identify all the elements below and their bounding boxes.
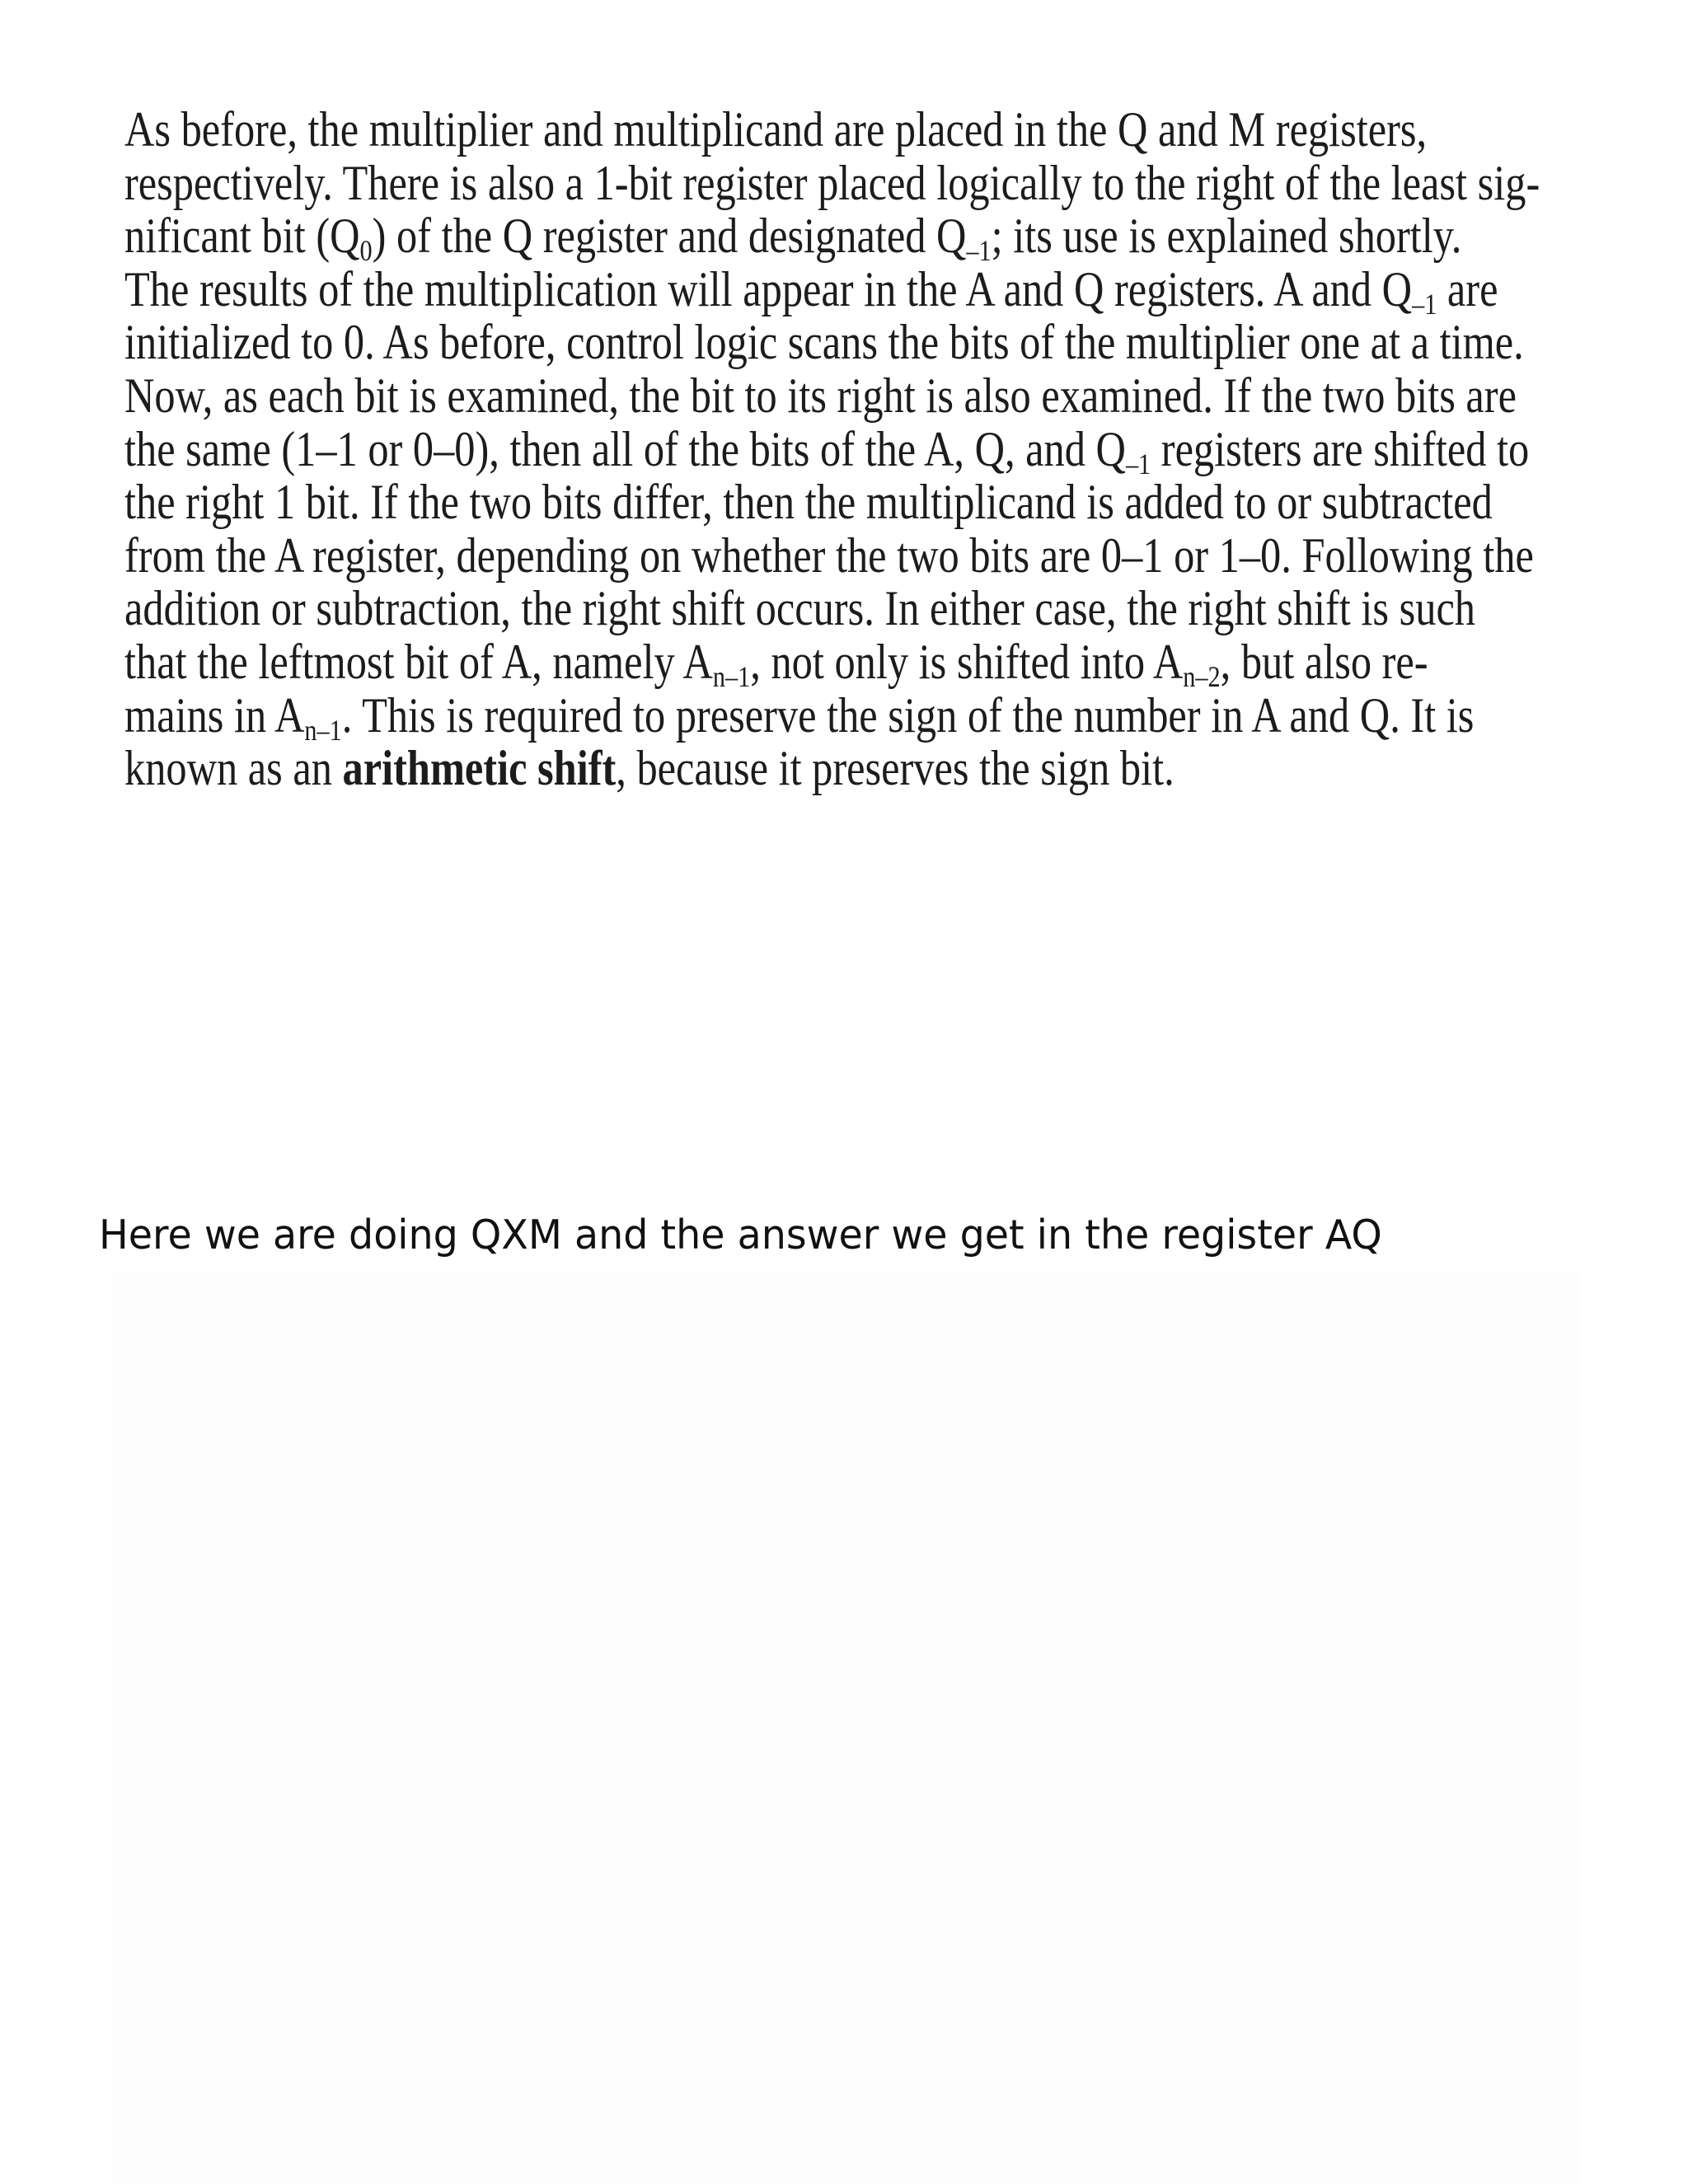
paragraph-line: mains in $A_{n-1}$. This is required to preserve the sign of the number in A and Q. It is [124,687,1475,747]
paragraph-line: the right 1 bit. If the two bits differ, then the multiplicand is added to or subtracted [124,475,1493,530]
blank-image-area [113,1273,1580,2184]
paragraph-line: nificant bit $(Q_0)$ of the Q register and designated $Q_{-1}$; its use is explained shortly. [124,209,1462,268]
paragraph-line: addition or subtraction, the right shift occurs. In either case, the right shift is such [124,581,1476,636]
textbook-excerpt-image [113,103,1580,1162]
paragraph-line: that the leftmost bit of A, namely $A_{n-1}$, not only is shifted into $A_{n-2}$, but also re- [124,634,1428,693]
note-text: Here we are doing QXM and the answer we get in the register AQ [99,1212,1382,1258]
subscript: n–1 [304,713,342,747]
paragraph-line: known as an arithmetic shift, because it preserves the sign bit. [124,741,1175,796]
subscript: –1 [966,234,992,268]
textbook-paragraph [124,103,1568,795]
paragraph-line: the same (1–1 or 0–0), then all of the bits of the A, Q, and $Q_{-1}$ registers are shifted to [124,421,1530,480]
subscript: –1 [1412,287,1437,321]
paragraph-line: The results of the multiplication will appear in the A and Q registers. A and $Q_{-1}$ are [124,261,1498,321]
subscript: n–2 [1183,659,1221,693]
paragraph-line: initialized to 0. As before, control logic scans the bits of the multiplier one at a time. [124,315,1524,370]
paragraph-line: from the A register, depending on whether the two bits are 0–1 or 1–0. Following the [124,527,1534,583]
subscript: 0 [359,234,373,268]
subscript: n–1 [712,659,751,693]
subscript: –1 [1125,447,1151,480]
emphasized-term: arithmetic shift [342,741,617,796]
paragraph-line: As before, the multiplier and multiplicand are placed in the Q and M registers, [124,102,1428,157]
paragraph-line: Now, as each bit is examined, the bit to its right is also examined. If the two bits are [124,368,1517,423]
paragraph-line: respectively. There is also a 1-bit register placed logically to the right of the least sig- [124,155,1540,210]
